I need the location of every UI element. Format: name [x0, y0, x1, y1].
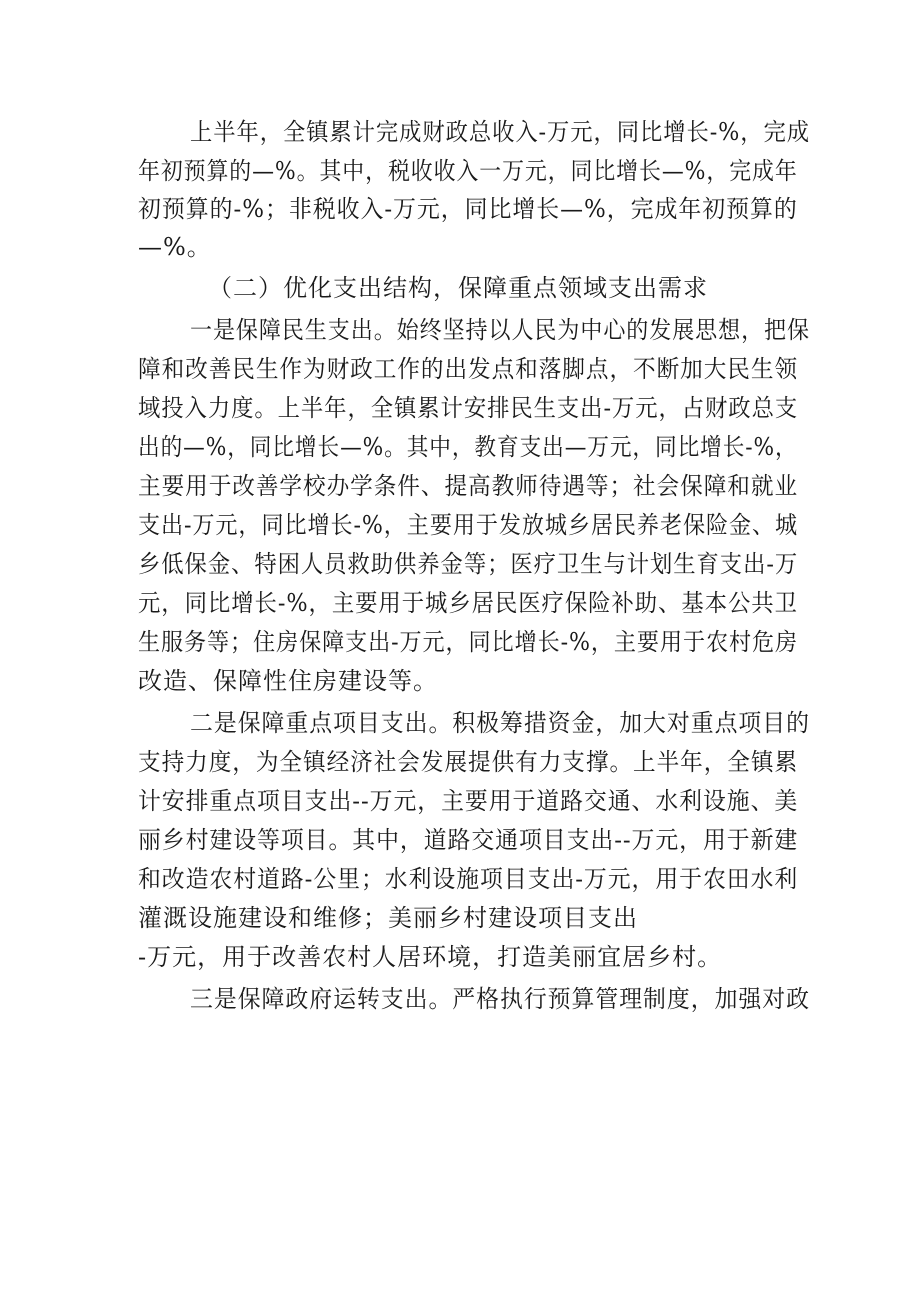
text-line: 计安排重点项目支出--万元，主要用于道路交通、水利设施、美	[138, 787, 799, 815]
text-line: 上半年，全镇累计完成财政总收入-万元，同比增长-%，完成	[190, 118, 811, 146]
text-line: 丽乡村建设等项目。其中，道路交通项目支出--万元，用于新建	[138, 826, 799, 854]
text-line: 主要用于改善学校办学条件、提高教师待遇等；社会保障和就业	[138, 472, 799, 500]
text-line: 乡低保金、特困人员救助供养金等；医疗卫生与计划生育支出-万	[138, 550, 799, 578]
text-line: 一是保障民生支出。始终坚持以人民为中心的发展思想，把保	[190, 316, 810, 344]
text-line: 改造、保障性住房建设等。	[138, 667, 438, 695]
text-line: 灌溉设施建设和维修；美丽乡村建设项目支出	[138, 904, 638, 932]
text-line: 初预算的-%；非税收入-万元，同比增长—%，完成年初预算的	[138, 195, 798, 223]
text-line: 支持力度，为全镇经济社会发展提供有力支撑。上半年，全镇累	[138, 748, 799, 776]
text-line: 生服务等；住房保障支出-万元，同比增长-%，主要用于农村危房	[138, 628, 799, 656]
text-line: 二是保障重点项目支出。积极筹措资金，加大对重点项目的	[190, 709, 810, 737]
text-line: 和改造农村道路-公里；水利设施项目支出-万元，用于农田水利	[138, 865, 799, 893]
text-line: 域投入力度。上半年，全镇累计安排民生支出-万元，占财政总支	[138, 394, 799, 422]
text-line: 三是保障政府运转支出。严格执行预算管理制度，加强对政	[190, 985, 810, 1013]
text-line: 障和改善民生作为财政工作的出发点和落脚点，不断加大民生领	[138, 355, 799, 383]
text-line: —%。	[138, 233, 212, 261]
text-line: 元，同比增长-%，主要用于城乡居民医疗保险补助、基本公共卫	[138, 589, 798, 617]
text-line: 出的—%，同比增长—%。其中，教育支出—万元，同比增长-%，	[138, 433, 798, 461]
section-heading: （二）优化支出结构，保障重点领域支出需求	[208, 274, 708, 302]
text-line: -万元，用于改善农村人居环境，打造美丽宜居乡村。	[138, 943, 723, 971]
text-line: 支出-万元，同比增长-%，主要用于发放城乡居民养老保险金、城	[138, 511, 799, 539]
text-line: 年初预算的—%。其中，税收收入一万元，同比增长—%，完成年	[138, 157, 798, 185]
